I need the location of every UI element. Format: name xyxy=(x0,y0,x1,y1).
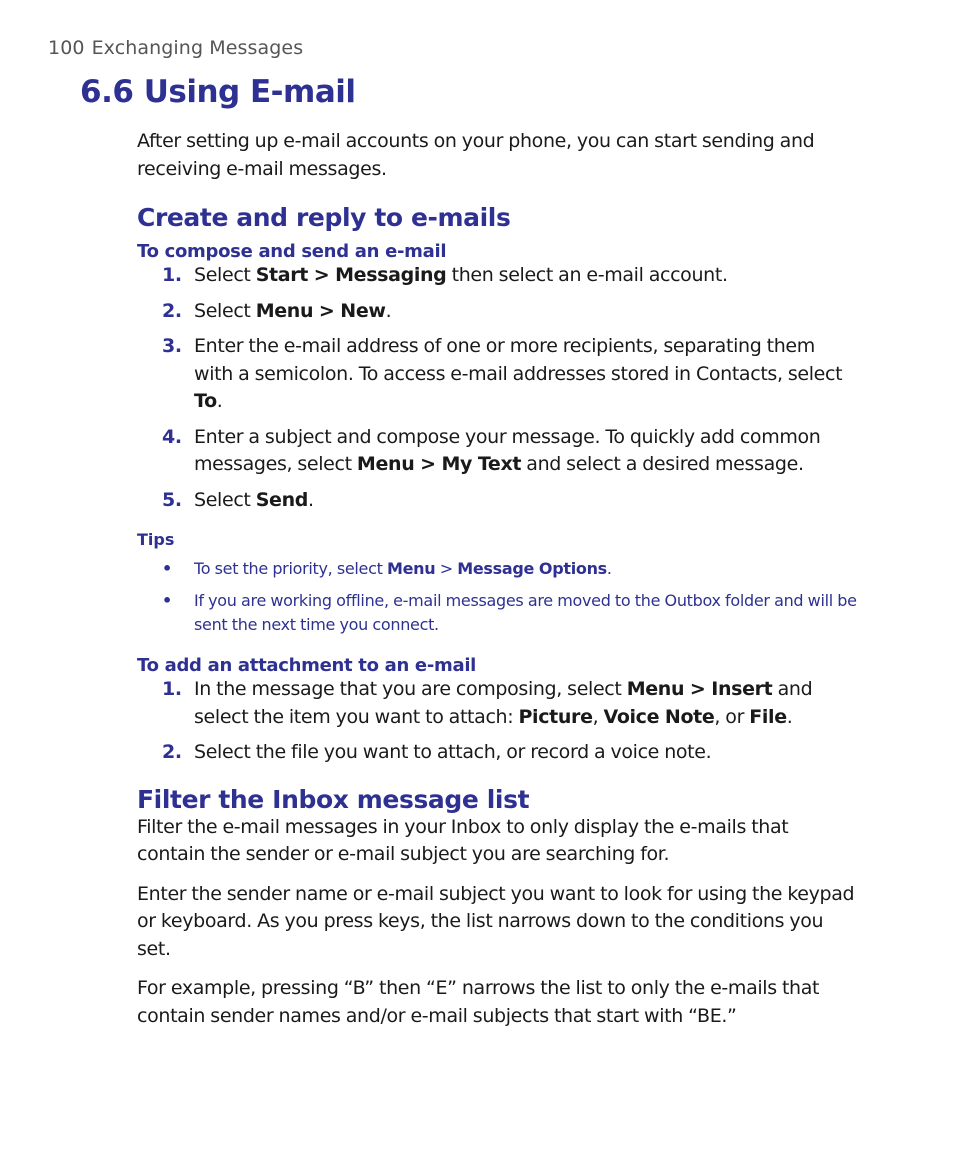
list-item: 1. In the message that you are composing, select Menu > Insert and select the item you want to attach: Picture, Voice Note, or File. xyxy=(162,678,813,728)
section-heading-create-reply: Create and reply to e-mails xyxy=(137,203,511,232)
list-item: • To set the priority, select Menu > Message Options. xyxy=(137,557,857,581)
bullet-icon: • xyxy=(162,591,172,610)
section-heading-filter-inbox: Filter the Inbox message list xyxy=(137,784,530,814)
tips-heading: Tips xyxy=(137,530,175,549)
bullet-icon: • xyxy=(162,559,172,578)
page-number: 100 xyxy=(48,37,85,59)
intro-paragraph: After setting up e-mail accounts on your phone, you can start sending and receiving e-mail messages. xyxy=(137,130,815,180)
list-item: 2. Select the file you want to attach, or record a voice note. xyxy=(137,739,857,767)
chapter-title: 6.6 Using E-mail xyxy=(80,74,356,110)
step-number: 2. xyxy=(162,741,182,763)
chapter-name: Exchanging Messages xyxy=(91,37,304,59)
list-item: • If you are working offline, e-mail messages are moved to the Outbox folder and will be sent the next time you connect. xyxy=(162,591,857,634)
step-number: 3. xyxy=(162,335,182,357)
list-item: 2. Select Menu > New. xyxy=(137,298,857,326)
procedure-heading-compose: To compose and send an e-mail xyxy=(137,241,447,262)
compose-steps xyxy=(137,262,857,514)
list-item: 1. Select Start > Messaging then select an e-mail account. xyxy=(137,262,857,290)
procedure-heading-attachment: To add an attachment to an e-mail xyxy=(137,655,477,676)
running-header xyxy=(48,37,303,59)
filter-paragraph-2: Enter the sender name or e-mail subject you want to look for using the keypad or keyboard. As you press keys, the list narrows down to the conditions you set. xyxy=(137,882,855,960)
list-item: 5. Select Send. xyxy=(137,487,857,515)
filter-paragraph-1: Filter the e-mail messages in your Inbox to only display the e-mails that contain the sender or e-mail subject you are searching for. xyxy=(137,815,789,865)
step-number: 4. xyxy=(162,425,182,448)
step-number: 1. xyxy=(162,264,182,286)
attachment-steps xyxy=(137,676,857,767)
tips-list xyxy=(137,557,857,637)
filter-paragraph-3: For example, pressing “B” then “E” narrows the list to only the e-mails that contain sender names and/or e-mail subjects that start with “BE.” xyxy=(137,977,820,1027)
step-number: 1. xyxy=(162,678,182,700)
step-number: 5. xyxy=(162,488,182,511)
page-content xyxy=(137,128,857,1042)
step-number: 2. xyxy=(162,299,182,322)
list-item: 3. Enter the e-mail address of one or more recipients, separating them with a semicolon. To access e-mail addresses stored in Contacts, select To. xyxy=(162,335,843,412)
list-item: 4. Enter a subject and compose your message. To quickly add common messages, select Menu > My Text and select a desired message. xyxy=(162,425,821,475)
